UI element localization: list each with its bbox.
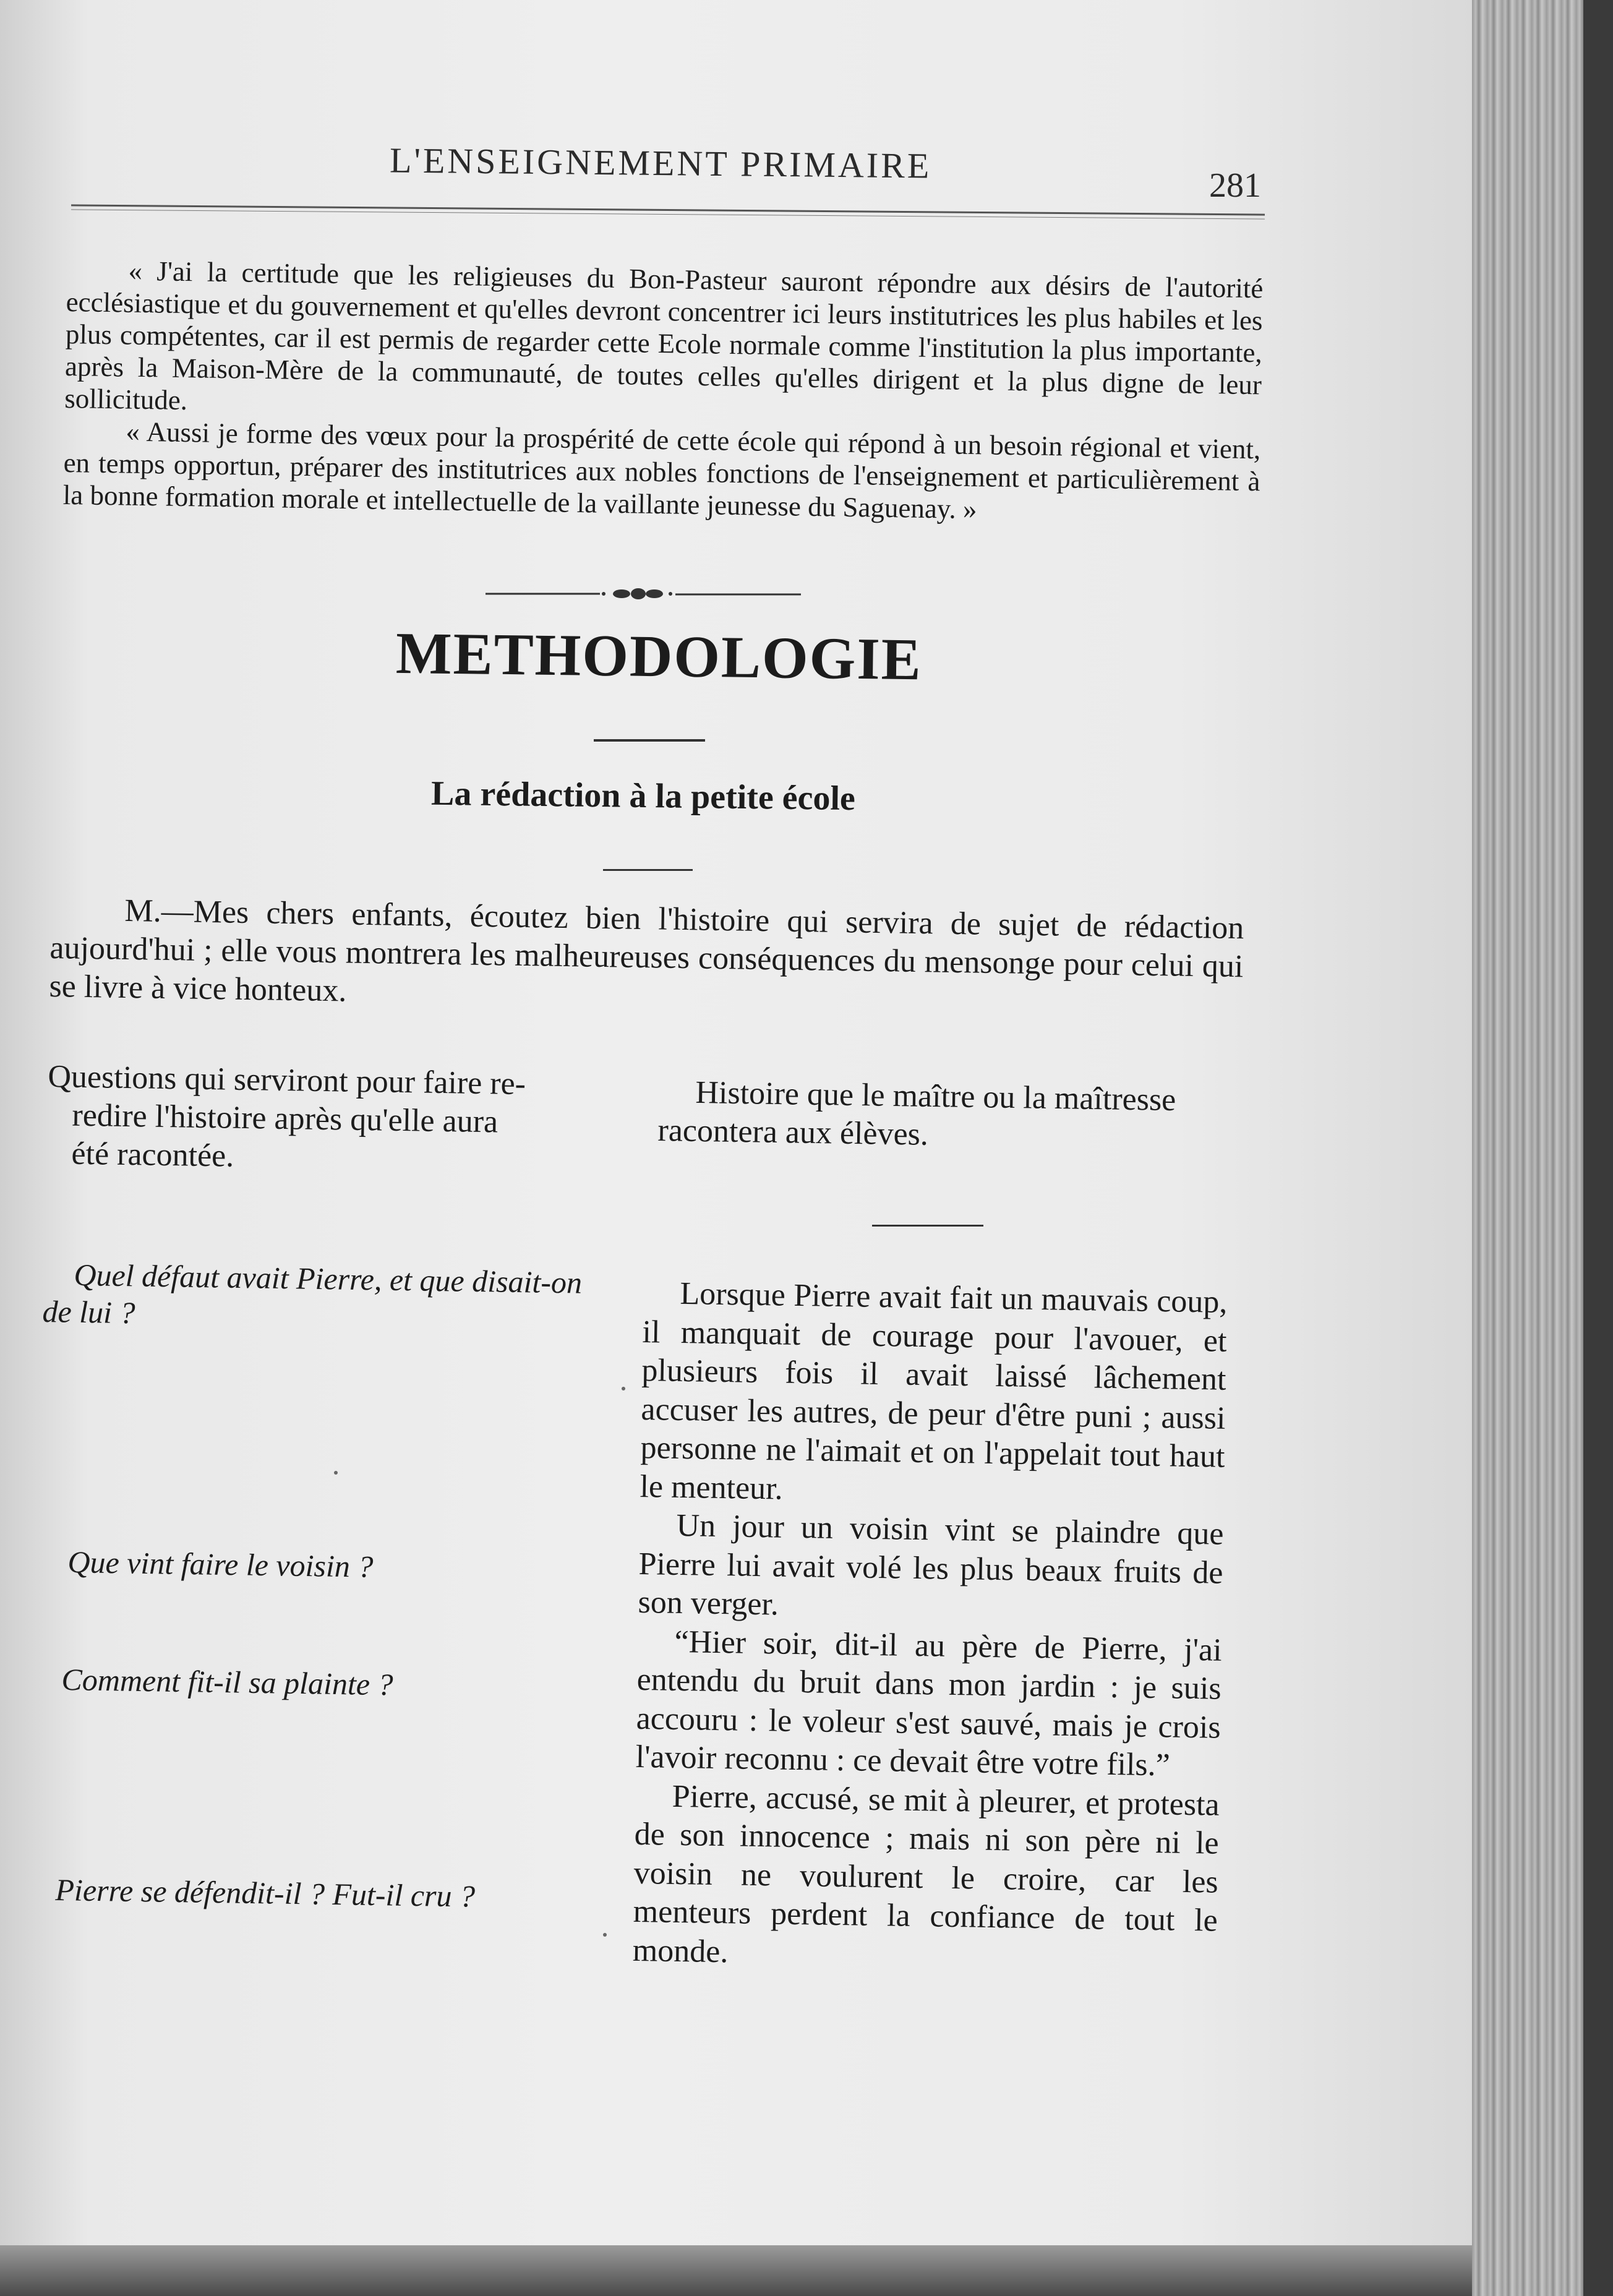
story-text <box>632 1274 1228 1979</box>
section-subtitle: La rédaction à la petite école <box>430 774 856 818</box>
intro-paragraph <box>49 891 1244 1024</box>
page-bottom-shadow <box>0 2245 1472 2296</box>
story-paragraph: Lorsque Pierre avait fait un mauvais coup, il manquait de courage pour l'avouer, et plusieurs fois il avait laissé lâchement accuser les autres, de peur d'être puni ; aussi personne ne l'aimait et on l'appelait tout haut le menteur. <box>640 1275 1228 1507</box>
running-title: L'ENSEIGNEMENT PRIMAIRE <box>389 140 932 186</box>
question-item: Quel défaut avait Pierre, et que disait-on de lui ? <box>42 1257 583 1330</box>
question-item: Pierre se défendit-il ? Fut-il cru ? <box>55 1872 476 1914</box>
book-edge <box>1583 0 1613 2296</box>
quote-paragraph: « Aussi je forme des vœux pour la prospérité de cette école qui répond à un besoin régional et vient, en temps opportun, préparer des institutrices aux nobles fonctions de l'enseignement et particulièrement à la bonne formation morale et intellectuelle de la vaillante jeunesse du Saguenay. » <box>62 416 1261 525</box>
intro-text: M.—Mes chers enfants, écoutez bien l'histoire qui servira de sujet de rédaction aujourd'hui ; elle vous montrera les malheureuses conséquences du mensonge pour celui qui se livre à vice honteux. <box>49 893 1244 1009</box>
questions-heading-line: été racontée. <box>71 1136 234 1174</box>
questions-heading-line: redire l'histoire après qu'elle aura <box>72 1097 498 1140</box>
title-rule <box>594 739 705 742</box>
ornament-divider <box>482 585 804 603</box>
story-column-heading: Histoire que le maître ou la maîtresse racontera aux élèves. <box>657 1074 1176 1152</box>
paper-speck <box>334 1471 338 1475</box>
quote-paragraph: « J'ai la certitude que les religieuses du Bon-Pasteur sauront répondre aux désirs de l'autorité ecclésiastique et du gouvernement et qu'elles devront concentrer ici leurs institutrices les plus habiles et les plus compétentes, car il est permis de regarder cette Ecole normale comme l'institution la plus importante, après la Maison-Mère de la communauté, de toutes celles qu'elles dirigent et la plus digne de leur sollicitude. <box>64 255 1264 416</box>
question-item: Que vint faire le voisin ? <box>67 1544 374 1584</box>
quote-block <box>62 254 1263 529</box>
paper-speck <box>603 1933 607 1937</box>
subtitle-rule <box>603 869 693 871</box>
questions-heading-line: Questions qui serviront pour faire re- <box>48 1058 526 1102</box>
story-rule <box>872 1225 983 1227</box>
story-paragraph: Pierre, accusé, se mit à pleurer, et protesta de son innocence ; mais ni son père ni le voisin ne voulurent le croire, car les menteurs perdent la confiance de tout le monde. <box>632 1778 1220 1969</box>
story-paragraph: Un jour un voisin vint se plaindre que Pierre lui avait volé les plus beaux fruits de son verger. <box>638 1507 1224 1622</box>
question-item: Comment fit-il sa plainte ? <box>61 1661 393 1702</box>
header-rule <box>71 204 1265 219</box>
questions-column-heading <box>46 1058 623 1182</box>
story-paragraph: “Hier soir, dit-il au père de Pierre, j'ai entendu du bruit dans mon jardin : je suis accouru : le voleur s'est sauvé, mais je crois l'avoir reconnu : ce devait être votre fils.” <box>635 1624 1223 1783</box>
section-title: METHODOLOGIE <box>395 619 923 693</box>
paper-speck <box>622 1387 625 1390</box>
page-number: 281 <box>1209 166 1261 205</box>
